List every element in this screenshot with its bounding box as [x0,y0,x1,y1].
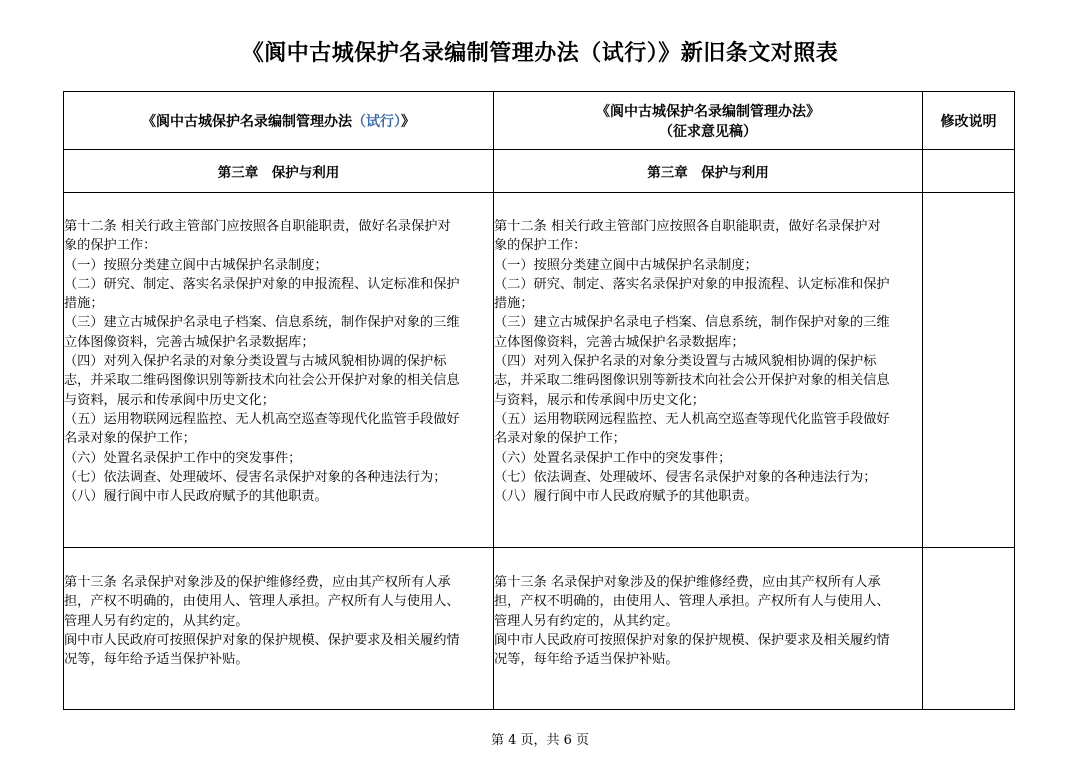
article-line: 名录对象的保护工作； [64,431,196,447]
article-line: 立体图像资料，完善古城保护名录数据库； [494,334,745,350]
article-line: 第十三条 名录保护对象涉及的保护维修经费，应由其产权所有人承 [64,575,451,590]
header-row [64,92,1015,150]
article-line: 志，并采取二维码图像识别等新技术向社会公开保护对象的相关信息 [494,373,890,389]
article-line: 象的保护工作： [494,238,587,254]
header-draft-line2: （征求意见稿） [659,123,757,140]
article-line: 第十二条 相关行政主管部门应按照各自职能职责，做好名录保护对 [494,219,881,234]
article-12-new [64,193,494,548]
article-line: （四）对列入保护名录的对象分类设置与古城风貌相协调的保护标 [64,354,447,370]
article-line: 担，产权不明确的，由使用人、管理人承担。产权所有人与使用人、 [494,594,890,610]
header-new-prefix: 《阆中古城保护名录编制管理办法 [142,113,352,130]
article-line: （五）运用物联网远程监控、无人机高空巡查等现代化监管手段做好 [494,411,890,427]
article-line: （七）依法调查、处理破坏、侵害名录保护对象的各种违法行为； [64,469,447,485]
article-12-draft [494,193,923,548]
comparison-table [63,91,1015,710]
article-12-row [64,193,1015,548]
article-line: （八）履行阆中市人民政府赋予的其他职责。 [64,489,328,505]
header-draft-version [494,92,923,150]
article-line: （三）建立古城保护名录电子档案、信息系统，制作保护对象的三维 [64,315,460,331]
article-line: 与资料，展示和传承阆中历史文化； [494,392,705,408]
article-line: （八）履行阆中市人民政府赋予的其他职责。 [494,489,758,505]
header-revision-note: 修改说明 [923,92,1015,150]
article-line: 管理人另有约定的，从其约定。 [64,613,249,629]
article-12-note [923,193,1015,548]
article-line: 志，并采取二维码图像识别等新技术向社会公开保护对象的相关信息 [64,373,460,389]
chapter-row [64,150,1015,193]
chapter-new: 第三章 保护与利用 [64,150,494,193]
header-new-suffix: 》 [401,113,415,130]
article-line: （七）依法调查、处理破坏、侵害名录保护对象的各种违法行为； [494,469,877,485]
article-line: 第十三条 名录保护对象涉及的保护维修经费，应由其产权所有人承 [494,575,881,590]
article-line: （六）处置名录保护工作中的突发事件； [494,450,732,466]
article-13-new [64,548,494,710]
article-line: 况等，每年给予适当保护补贴。 [64,652,249,668]
chapter-draft: 第三章 保护与利用 [494,150,923,193]
article-line: （二）研究、制定、落实名录保护对象的申报流程、认定标准和保护 [494,276,890,292]
article-line: （三）建立古城保护名录电子档案、信息系统，制作保护对象的三维 [494,315,890,331]
article-13-note [923,548,1015,710]
article-line: 担，产权不明确的，由使用人、管理人承担。产权所有人与使用人、 [64,594,460,610]
header-draft-line1: 《阆中古城保护名录编制管理办法》 [596,103,820,120]
article-line: 措施； [494,296,534,312]
article-line: 第十二条 相关行政主管部门应按照各自职能职责，做好名录保护对 [64,219,451,234]
article-line: 阆中市人民政府可按照保护对象的保护规模、保护要求及相关履约情 [64,632,460,648]
article-line: 立体图像资料，完善古城保护名录数据库； [64,334,315,350]
article-line: （一）按照分类建立阆中古城保护名录制度； [64,257,328,273]
article-line: （二）研究、制定、落实名录保护对象的申报流程、认定标准和保护 [64,276,460,292]
article-13-draft [494,548,923,710]
document-title: 《阆中古城保护名录编制管理办法（试行）》新旧条文对照表 [241,41,839,66]
article-line: 阆中市人民政府可按照保护对象的保护规模、保护要求及相关履约情 [494,632,890,648]
header-new-version [64,92,494,150]
article-line: （五）运用物联网远程监控、无人机高空巡查等现代化监管手段做好 [64,411,460,427]
article-line: 措施； [64,296,104,312]
article-line: 与资料，展示和传承阆中历史文化； [64,392,275,408]
article-line: 名录对象的保护工作； [494,431,626,447]
article-line: 管理人另有约定的，从其约定。 [494,613,679,629]
page-footer: 第 4 页，共 6 页 [490,733,590,748]
chapter-note [923,150,1015,193]
article-13-row [64,548,1015,710]
header-new-trial-label: （试行） [352,113,401,130]
article-line: （一）按照分类建立阆中古城保护名录制度； [494,257,758,273]
article-line: （六）处置名录保护工作中的突发事件； [64,450,302,466]
article-line: 况等，每年给予适当保护补贴。 [494,652,679,668]
article-line: （四）对列入保护名录的对象分类设置与古城风貌相协调的保护标 [494,354,877,370]
article-line: 象的保护工作： [64,238,157,254]
